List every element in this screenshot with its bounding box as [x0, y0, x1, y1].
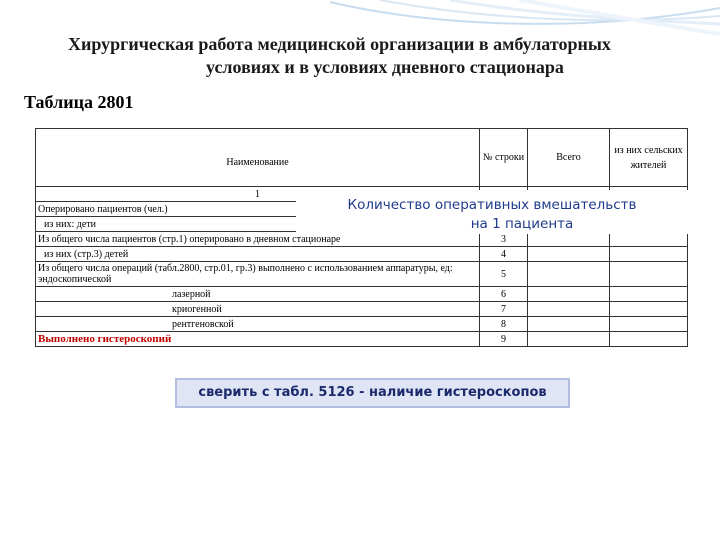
row-label: криогенной: [36, 302, 480, 317]
page-title: [40, 33, 720, 79]
check-note-box: сверить с табл. 5126 - наличие гистероскопов: [175, 378, 570, 408]
table-header-row: [36, 129, 688, 187]
title-line-1: Хирургическая работа медицинской организации в амбулаторных: [68, 34, 611, 54]
header-rural-cell: из них сельских жителей: [610, 129, 688, 187]
table-row: [36, 247, 688, 262]
value-cell-rural[interactable]: [610, 247, 688, 262]
table-number-label: Таблица 2801: [24, 92, 134, 112]
value-cell-total[interactable]: [528, 262, 610, 287]
row-label: лазерной: [36, 287, 480, 302]
table-row: [36, 262, 688, 287]
table-row: [36, 287, 688, 302]
row-number: 6: [480, 287, 528, 302]
row-number: 4: [480, 247, 528, 262]
row-number: 3: [480, 232, 528, 247]
table-row: [36, 332, 688, 347]
row-number: 5: [480, 262, 528, 287]
overlay-annotation: [296, 190, 688, 234]
overlay-line-1: Количество оперативных вмешательств: [347, 197, 637, 213]
row-label-highlighted: Выполнено гистероскопий: [36, 332, 480, 347]
table-row: [36, 317, 688, 332]
form-table-2801: [35, 128, 688, 347]
header-line-no-cell: № строки: [480, 129, 528, 187]
value-cell-rural[interactable]: [610, 262, 688, 287]
overlay-line-2: на 1 пациента: [470, 216, 574, 232]
value-cell-rural[interactable]: [610, 287, 688, 302]
value-cell-rural[interactable]: [610, 332, 688, 347]
header-total-cell: Всего: [528, 129, 610, 187]
row-label: из них (стр.3) детей: [36, 247, 480, 262]
header-name-cell: Наименование: [36, 129, 480, 187]
table-row: [36, 302, 688, 317]
value-cell-rural[interactable]: [610, 317, 688, 332]
row-number: 8: [480, 317, 528, 332]
row-label: Из общего числа пациентов (стр.1) оперировано в дневном стационаре: [36, 232, 480, 247]
row-label: из них: дети: [36, 217, 480, 232]
row-number: 9: [480, 332, 528, 347]
col-number-1: 1: [36, 187, 480, 202]
row-label: Оперировано пациентов (чел.): [36, 202, 480, 217]
value-cell-total[interactable]: [528, 247, 610, 262]
title-line-2: условиях и в условиях дневного стационара: [206, 57, 564, 77]
row-label: Из общего числа операций (табл.2800, стр.01, гр.3) выполнено с использованием аппаратуры, ед: эндоскопической: [36, 262, 480, 287]
value-cell-rural[interactable]: [610, 302, 688, 317]
row-number: 7: [480, 302, 528, 317]
value-cell-total[interactable]: [528, 302, 610, 317]
row-label: рентгеновской: [36, 317, 480, 332]
value-cell-total[interactable]: [528, 287, 610, 302]
value-cell-total[interactable]: [528, 317, 610, 332]
value-cell-total[interactable]: [528, 332, 610, 347]
